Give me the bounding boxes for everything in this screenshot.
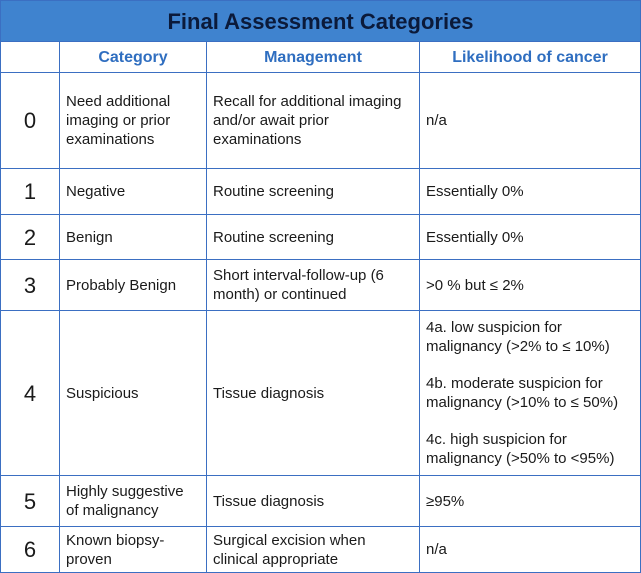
likelihood-subcategory-4a: 4a. low suspicion for malignancy (>2% to ≤ 10%)	[426, 319, 610, 355]
category-cell: Suspicious	[60, 311, 207, 476]
likelihood-cell: Essentially 0%	[420, 169, 641, 215]
likelihood-cell: n/a	[420, 73, 641, 169]
table-row	[1, 169, 641, 215]
header-row	[1, 42, 641, 73]
management-cell: Short interval-follow-up (6 month) or continued	[207, 260, 420, 311]
category-cell: Negative	[60, 169, 207, 215]
table-row	[1, 215, 641, 260]
table-row	[1, 527, 641, 573]
likelihood-cell: n/a	[420, 527, 641, 573]
category-number: 3	[1, 260, 60, 311]
likelihood-cell	[420, 311, 641, 476]
header-number	[1, 42, 60, 73]
category-number: 6	[1, 527, 60, 573]
management-cell: Recall for additional imaging and/or await prior examinations	[207, 73, 420, 169]
likelihood-cell: Essentially 0%	[420, 215, 641, 260]
table-row	[1, 73, 641, 169]
category-cell: Known biopsy-proven	[60, 527, 207, 573]
category-cell: Benign	[60, 215, 207, 260]
category-number: 4	[1, 311, 60, 476]
table-row	[1, 311, 641, 476]
management-cell: Tissue diagnosis	[207, 311, 420, 476]
management-cell: Routine screening	[207, 215, 420, 260]
management-cell: Surgical excision when clinical appropriate	[207, 527, 420, 573]
category-number: 1	[1, 169, 60, 215]
title-row	[1, 1, 641, 42]
category-cell: Probably Benign	[60, 260, 207, 311]
category-number: 5	[1, 476, 60, 527]
header-management: Management	[207, 42, 420, 73]
management-cell: Routine screening	[207, 169, 420, 215]
likelihood-subcategory-4b: 4b. moderate suspicion for malignancy (>10% to ≤ 50%)	[426, 375, 619, 411]
header-category: Category	[60, 42, 207, 73]
likelihood-cell: ≥95%	[420, 476, 641, 527]
category-number: 0	[1, 73, 60, 169]
management-cell: Tissue diagnosis	[207, 476, 420, 527]
table-row	[1, 260, 641, 311]
category-cell: Highly suggestive of malignancy	[60, 476, 207, 527]
table-row	[1, 476, 641, 527]
category-number: 2	[1, 215, 60, 260]
category-cell: Need additional imaging or prior examinations	[60, 73, 207, 169]
likelihood-subcategory-4c: 4c. high suspicion for malignancy (>50% to <95%)	[426, 431, 615, 467]
likelihood-cell: >0 % but ≤ 2%	[420, 260, 641, 311]
table-title: Final Assessment Categories	[1, 1, 641, 42]
header-likelihood: Likelihood of cancer	[420, 42, 641, 73]
